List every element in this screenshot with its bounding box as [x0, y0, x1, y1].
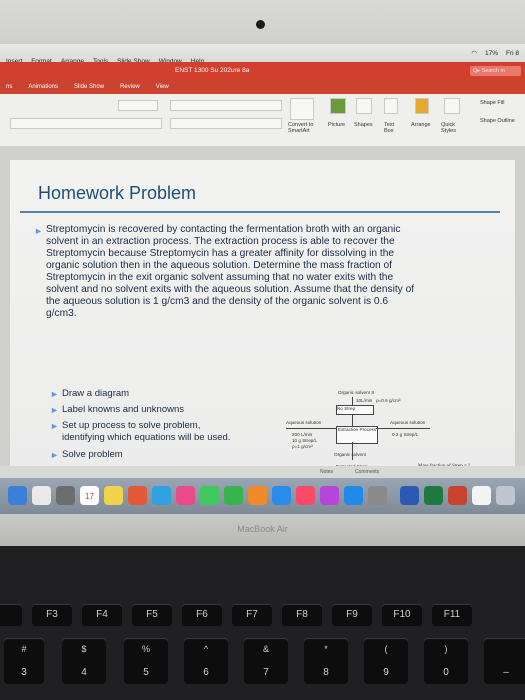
key-5[interactable]: [124, 638, 168, 684]
convert-smartart-label: Convert to SmartArt: [288, 122, 314, 134]
tab-view[interactable]: View: [155, 84, 169, 90]
problem-statement: Streptomycin is recovered by contacting the fermentation broth with an organic solvent in an extraction process. The extraction process is able to recover the Streptomycin because Streptomycin has a greater affinity for dissolving in the organic solution then in the aqueous solution. Determine the mass fraction of Streptomycin in the exit organic solvent assuming that no water exits with the solvent and no solvent exits with the aqueous solution. Assume that the density of the aqueous solution is 1 g/cm3 and the density of the organic solvent is 0.6 g/cm3.: [46, 224, 415, 319]
battery-level[interactable]: 17%: [484, 49, 498, 57]
maps-icon[interactable]: [152, 486, 171, 505]
key-8-bot: 8: [323, 667, 329, 678]
picture-icon[interactable]: [330, 98, 346, 114]
key-7[interactable]: [244, 638, 288, 684]
picture-label: Picture: [328, 122, 346, 128]
key-3-top: #: [21, 644, 27, 654]
arrange-icon[interactable]: [415, 98, 429, 114]
sub-bullet-4: [50, 449, 123, 460]
key-f3[interactable]: [32, 604, 72, 626]
problem-text: [34, 224, 416, 320]
key-0-bot: 0: [443, 667, 449, 678]
extraction-process-box: [336, 426, 378, 444]
tab-review[interactable]: Review: [120, 84, 140, 90]
key-f7[interactable]: [232, 604, 272, 626]
facetime-icon[interactable]: [224, 486, 243, 505]
notes-icon[interactable]: [104, 486, 123, 505]
organic-out-line: [352, 442, 353, 460]
smartart-icon[interactable]: [290, 98, 314, 120]
key-4-bot: 4: [81, 667, 87, 678]
key-f6[interactable]: [182, 604, 222, 626]
sub-bullet-1: [50, 388, 130, 399]
key-f11-label: F11: [443, 609, 461, 620]
tab-animations[interactable]: Animations: [28, 84, 59, 90]
format-buttons[interactable]: [10, 118, 162, 129]
slide-title: Homework Problem: [38, 183, 197, 203]
aqueous-density-label: ρ=1 g/cm³: [292, 444, 313, 449]
comments-button[interactable]: Comments: [355, 469, 380, 475]
font-size-button[interactable]: [118, 100, 158, 111]
messages-icon[interactable]: [200, 486, 219, 505]
bullet-arrow-icon: ►: [50, 389, 59, 399]
trash-icon[interactable]: [496, 486, 515, 505]
quick-styles-label: Quick Styles: [441, 122, 456, 134]
pages-icon[interactable]: [248, 486, 267, 505]
wifi-icon[interactable]: ◠: [471, 50, 477, 57]
key-3[interactable]: [4, 638, 44, 684]
key-9[interactable]: [364, 638, 408, 684]
shape-outline-button[interactable]: Shape Outline: [480, 118, 515, 124]
key-6-top: ^: [203, 644, 209, 654]
key-f9[interactable]: [332, 604, 372, 626]
organic-out-label: Organic solvent: [334, 452, 366, 457]
key-3-bot: 3: [21, 667, 27, 678]
aqueous-out-label: Aqueous solution: [390, 420, 426, 425]
launchpad-icon[interactable]: [56, 486, 75, 505]
aqueous-in-label: Aqueous solution: [286, 420, 322, 425]
key-7-top: &: [262, 644, 269, 654]
app-store-icon[interactable]: [344, 486, 363, 505]
window-title-bar: [0, 62, 525, 80]
camera-icon: [256, 20, 265, 29]
key-f10[interactable]: [382, 604, 422, 626]
doc-title-start: ENST 1300 Su 202: [175, 67, 231, 74]
shapes-label: Shapes: [354, 122, 373, 128]
key-f9-label: F9: [346, 609, 358, 620]
podcasts-icon[interactable]: [320, 486, 339, 505]
screen: [0, 44, 525, 514]
key-4[interactable]: [62, 638, 106, 684]
key-f4[interactable]: [82, 604, 122, 626]
textbox-icon[interactable]: [384, 98, 398, 114]
key-f11[interactable]: [432, 604, 472, 626]
status-bar: [0, 466, 525, 478]
key-5-bot: 5: [143, 667, 149, 678]
key-5-top: %: [141, 644, 150, 654]
key-f8[interactable]: [282, 604, 322, 626]
excel-icon[interactable]: [424, 486, 443, 505]
laptop-bezel: [0, 0, 525, 44]
no-strep-box: [336, 405, 374, 415]
key-f5-label: F5: [146, 609, 158, 620]
solvent-flow-label: 10L/min: [356, 398, 373, 403]
aqueous-strep-label: 10 g Strep/L: [292, 438, 318, 443]
tab-ns[interactable]: ns: [6, 84, 13, 90]
menu-bar: [0, 44, 525, 62]
sub-bullet-4-text: Solve problem: [62, 449, 123, 460]
slide-canvas: [0, 146, 525, 466]
dock: [0, 478, 525, 514]
key-f8-label: F8: [296, 609, 308, 620]
key-minus-label: –: [503, 667, 509, 678]
document-title: [175, 67, 249, 74]
key-8[interactable]: [304, 638, 348, 684]
powerpoint-icon[interactable]: [448, 486, 467, 505]
key-minus[interactable]: [484, 638, 525, 684]
document-icon[interactable]: [472, 486, 491, 505]
bullet-arrow-icon: ►: [50, 421, 59, 431]
notes-button[interactable]: Notes: [320, 469, 334, 475]
sub-bullet-2: [50, 404, 185, 415]
search-input[interactable]: Q▸ Search in: [470, 66, 521, 76]
shapes-icon[interactable]: [356, 98, 372, 114]
reminders-icon[interactable]: [128, 486, 147, 505]
key-f5[interactable]: [132, 604, 172, 626]
aqueous-out-line: [376, 428, 430, 429]
system-preferences-icon[interactable]: [368, 486, 387, 505]
aqueous-flow-label: 200 L/min: [292, 432, 313, 437]
bullet-arrow-icon: ►: [34, 226, 43, 236]
key-6[interactable]: [184, 638, 228, 684]
key-9-top: (: [384, 644, 388, 654]
ribbon-toolbar: [0, 94, 525, 147]
no-strep-label: No Strep: [337, 406, 356, 411]
arrange-label: Arrange: [411, 122, 431, 128]
key-f6-label: F6: [196, 609, 208, 620]
key-f3-label: F3: [46, 609, 58, 620]
key-8-top: *: [324, 644, 328, 654]
bullet-arrow-icon: ►: [50, 450, 59, 460]
sub-bullet-3: [50, 420, 201, 431]
sub-bullet-2-text: Label knowns and unknowns: [62, 404, 185, 415]
shape-fill-button[interactable]: Shape Fill: [480, 100, 505, 106]
status-area: [471, 49, 519, 57]
tab-slide-show[interactable]: Slide Show: [74, 84, 105, 90]
paragraph-buttons[interactable]: [170, 100, 282, 111]
sub-bullet-3-text: Set up process to solve problem,: [62, 420, 201, 431]
key-f4-label: F4: [96, 609, 108, 620]
key-f1[interactable]: [0, 604, 22, 626]
bullet-arrow-icon: ►: [50, 405, 59, 415]
macbook-label: MacBook Air: [237, 524, 288, 534]
word-icon[interactable]: [400, 486, 419, 505]
doc-title-end: ure 8a: [230, 67, 250, 74]
music-icon[interactable]: [296, 486, 315, 505]
keyboard: [0, 546, 525, 700]
extraction-process-label: Extraction Process: [337, 427, 377, 432]
align-buttons[interactable]: [170, 118, 282, 129]
siri-icon[interactable]: [32, 486, 51, 505]
aqueous-in-line: [286, 428, 336, 429]
key-f10-label: F10: [393, 609, 411, 620]
key-0[interactable]: [424, 638, 468, 684]
aqueous-out-strep-label: 0.2 g Strep/L: [392, 432, 419, 437]
calendar-day: 17: [85, 492, 94, 501]
photos-icon[interactable]: [176, 486, 195, 505]
key-4-top: $: [81, 644, 87, 654]
organic-solvent-in-label: Organic solvent S: [338, 390, 375, 395]
sub-bullet-3-cont-text: identifying which equations will be used.: [62, 432, 231, 443]
quick-styles-icon[interactable]: [444, 98, 460, 114]
clock[interactable]: Fri 8: [506, 49, 519, 57]
textbox-label: Text Box: [384, 122, 395, 134]
finder-icon[interactable]: [8, 486, 27, 505]
key-9-bot: 9: [383, 667, 389, 678]
key-f7-label: F7: [246, 609, 258, 620]
solvent-density-label: ρ=0.6 g/cm³: [376, 398, 401, 403]
sub-bullet-1-text: Draw a diagram: [62, 388, 130, 399]
calendar-icon[interactable]: [80, 486, 99, 505]
keynote-icon[interactable]: [272, 486, 291, 505]
title-divider: [20, 211, 500, 213]
key-0-top: ): [444, 644, 448, 654]
key-6-bot: 6: [203, 667, 209, 678]
key-7-bot: 7: [263, 667, 269, 678]
ribbon-tabs: [0, 80, 525, 94]
sub-bullet-3-cont: [62, 432, 230, 443]
